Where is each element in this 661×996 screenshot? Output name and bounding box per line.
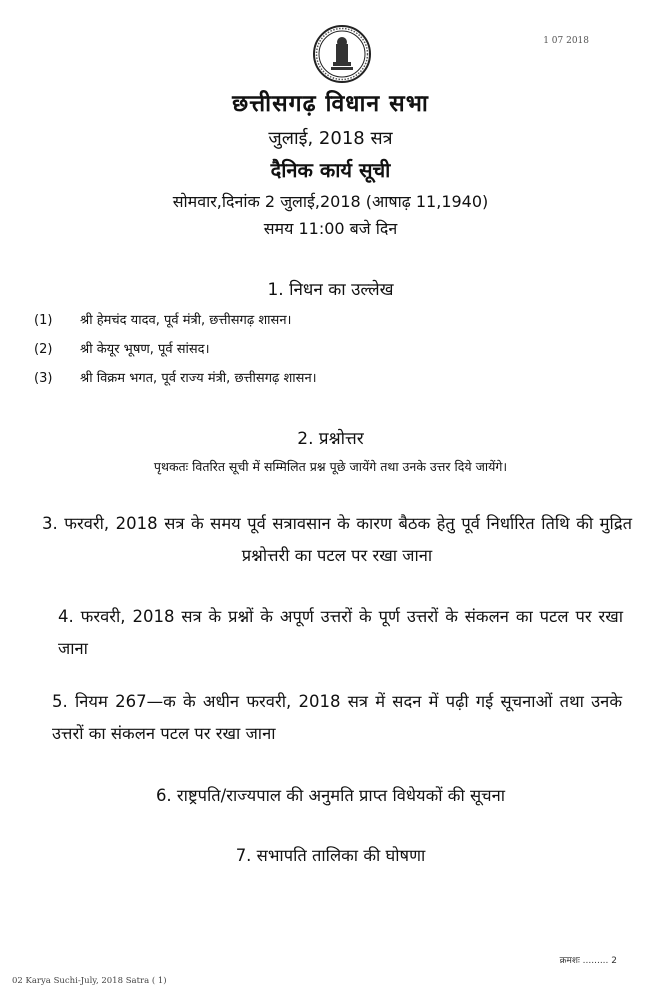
section-questions-description: पृथकतः वितरित सूची में सम्मिलित प्रश्न पूछे जायेंगे तथा उनके उत्तर दिये जायेंगे। (153, 459, 508, 474)
obituary-item-number: (1) (34, 313, 53, 328)
agenda-item-6: 6. राष्ट्रपति/राज्यपाल की अनुमति प्राप्त विधेयकों की सूचना (155, 786, 506, 805)
obituary-item-number: (3) (34, 371, 53, 386)
obituary-item-text: श्री केयूर भूषण, पूर्व सांसद। (80, 342, 210, 357)
obituary-item (34, 339, 210, 357)
agenda-item-4: 4. फरवरी, 2018 सत्र के प्रश्नों के अपूर्ण उत्तरों के पूर्ण उत्तरों के संकलन का पटल पर रखा जाना (58, 607, 623, 658)
time-line: समय 11:00 बजे दिन (263, 219, 398, 238)
assembly-title: छत्तीसगढ़ विधान सभा (232, 91, 429, 117)
section-questions-heading: 2. प्रश्नोत्तर (297, 429, 364, 449)
agenda-item-3: 3. फरवरी, 2018 सत्र के समय पूर्व सत्रावसान के कारण बैठक हेतु पूर्व निर्धारित तिथि की मुद्रित प्रश्नोत्तरी का पटल पर रखा जाना (42, 514, 632, 565)
document-date-stamp: 1 07 2018 (543, 36, 589, 46)
obituary-item (34, 310, 291, 328)
agenda-item-5: 5. नियम 267—क के अधीन फरवरी, 2018 सत्र में सदन में पढ़ी गई सूचनाओं तथा उनके उत्तरों का संकलन पटल पर रखा जाना (52, 692, 622, 743)
date-line: सोमवार,दिनांक 2 जुलाई,2018 (आषाढ़ 11,1940) (172, 192, 489, 211)
session-line: जुलाई, 2018 सत्र (268, 128, 393, 149)
obituary-item-text: श्री विक्रम भगत, पूर्व राज्य मंत्री, छत्तीसगढ़ शासन। (80, 371, 317, 386)
section-obituary-heading: 1. निधन का उल्लेख (267, 280, 394, 300)
continued-marker: क्रमशः ......... 2 (559, 956, 617, 966)
assembly-emblem-icon (312, 24, 372, 84)
agenda-item-7: 7. सभापति तालिका की घोषणा (235, 846, 426, 865)
obituary-item-text: श्री हेमचंद यादव, पूर्व मंत्री, छत्तीसगढ़ शासन। (80, 313, 292, 328)
agenda-title: दैनिक कार्य सूची (270, 158, 391, 182)
file-label: 02 Karya Suchi-July, 2018 Satra ( 1) (12, 976, 167, 986)
obituary-item (34, 368, 317, 386)
obituary-item-number: (2) (34, 342, 53, 357)
